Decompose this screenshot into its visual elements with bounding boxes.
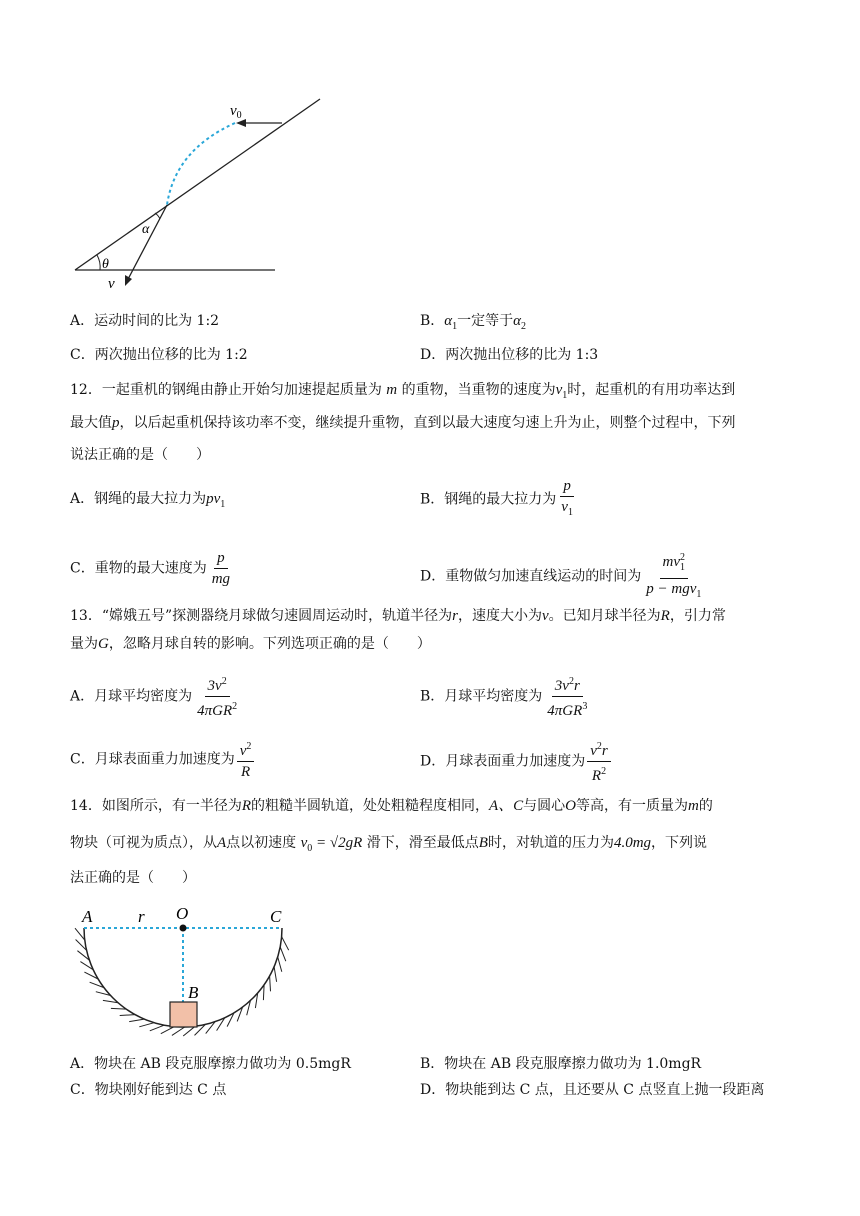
v-label: v xyxy=(108,276,115,292)
q14-option-a: A．物块在 AB 段克服摩擦力做功为 0.5mgR xyxy=(70,1056,351,1072)
label-A: A xyxy=(82,907,93,926)
hatch-mark xyxy=(278,957,282,972)
q11-option-c: C．两次抛出位移的比为 1:2 xyxy=(70,347,248,363)
q13-stem-line2: 量为G，忽略月球自转的影响。下列选项正确的是（ ） xyxy=(70,636,431,652)
q12-stem-line3: 说法正确的是（ ） xyxy=(70,447,210,463)
q11-b-prefix: B． xyxy=(420,313,445,329)
hatch-mark xyxy=(270,976,271,991)
v0-label: $v_0$ xyxy=(230,103,242,121)
q12-option-c: C．重物的最大速度为 $\frac{p}{mg}$ xyxy=(70,550,231,587)
q11-option-a: A．运动时间的比为 1:2 xyxy=(70,313,220,329)
semicircle-track-figure xyxy=(70,902,300,1047)
q14-stem-line3: 法正确的是（ ） xyxy=(70,870,196,886)
q11-b-alpha2: $\alpha_2$ xyxy=(513,313,527,332)
alpha-arc xyxy=(155,213,160,219)
hatch-mark xyxy=(263,985,264,1000)
hatch-mark xyxy=(129,1019,144,1022)
q13-option-b: B．月球平均密度为 $\frac{3v^2r}{4\pi GR^3}$ xyxy=(420,672,592,721)
block xyxy=(170,1002,197,1027)
q14-stem-line1: 14．如图所示，有一半径为R的粗糙半圆轨道，处处粗糙程度相同，A、C与圆心O等高，有一质量为m的 xyxy=(70,798,713,814)
q14-option-c: C．物块刚好能到达 C 点 xyxy=(70,1082,227,1098)
q12-option-d: D．重物做匀加速直线运动的时间为 $\frac{mv_1^2}{p - mgv_1}$ xyxy=(420,548,706,605)
v-arrow xyxy=(126,205,167,283)
q13-option-d: D．月球表面重力加速度为 $\frac{v^2r}{R^2}$ xyxy=(420,737,613,786)
q11-option-b xyxy=(420,311,526,337)
label-r: r xyxy=(138,907,145,926)
theta-label: θ xyxy=(102,257,109,272)
label-B: B xyxy=(188,983,199,1002)
q14-option-d: D．物块能到达 C 点，且还要从 C 点竖直上抛一段距离 xyxy=(420,1082,765,1098)
q13-option-a: A．月球平均密度为 $\frac{3v^2}{4\pi GR^2}$ xyxy=(70,672,242,721)
v-arrowhead xyxy=(125,275,132,286)
projectile-incline-figure xyxy=(70,95,340,295)
hatch-mark xyxy=(150,1025,164,1031)
hatch-mark xyxy=(120,1015,135,1016)
label-C: C xyxy=(270,907,282,926)
trajectory-dashed xyxy=(167,123,235,205)
q12-stem-line1: 12．一起重机的钢绳由静止开始匀加速提起质量为 m 的重物，当重物的速度为$v_1$时，起重机的有用功率达到 xyxy=(70,382,736,401)
alpha-label: α xyxy=(142,222,150,237)
theta-arc xyxy=(97,255,100,270)
hatch-mark xyxy=(183,1026,195,1036)
label-O: O xyxy=(176,904,189,923)
q11-b-mid: 一定等于 xyxy=(457,313,514,329)
q12-stem-line2: 最大值p，以后起重机保持该功率不变，继续提升重物，直到以最大速度匀速上升为止，则整个过程中，下列 xyxy=(70,415,736,431)
q13-stem-line1: 13．“嫦娥五号”探测器绕月球做匀速圆周运动时，轨道半径为r，速度大小为v。已知月球半径为R，引力常 xyxy=(70,608,726,624)
hatch-mark xyxy=(280,947,286,961)
hatch-mark xyxy=(172,1027,185,1035)
hatch-mark xyxy=(139,1023,154,1027)
hatch-mark xyxy=(111,1008,126,1009)
hatch-mark xyxy=(274,967,277,982)
hatch-mark xyxy=(75,928,85,940)
center-point xyxy=(180,925,187,932)
q13-option-c: C．月球表面重力加速度为 $\frac{v^2}{R}$ xyxy=(70,737,256,782)
q11-option-d: D．两次抛出位移的比为 1:3 xyxy=(420,347,599,363)
q12-option-b: B．钢绳的最大拉力为 $\frac{p}{v_1}$ xyxy=(420,478,573,518)
q12-option-a: A．钢绳的最大拉力为$pv_1$ xyxy=(70,491,226,510)
incline-line xyxy=(75,99,320,270)
q14-option-b: B．物块在 AB 段克服摩擦力做功为 1.0mgR xyxy=(420,1056,702,1072)
q14-stem-line2: 物块（可视为质点），从A点以初速度 $v_0 = √2gR$ 滑下，滑至最低点B时，对轨道的压力为4.0mg，下列说 xyxy=(70,835,708,854)
hatch-mark xyxy=(282,937,289,951)
hatch-mark xyxy=(161,1027,175,1034)
q11-b-alpha1: $\alpha_1$ xyxy=(444,313,458,332)
